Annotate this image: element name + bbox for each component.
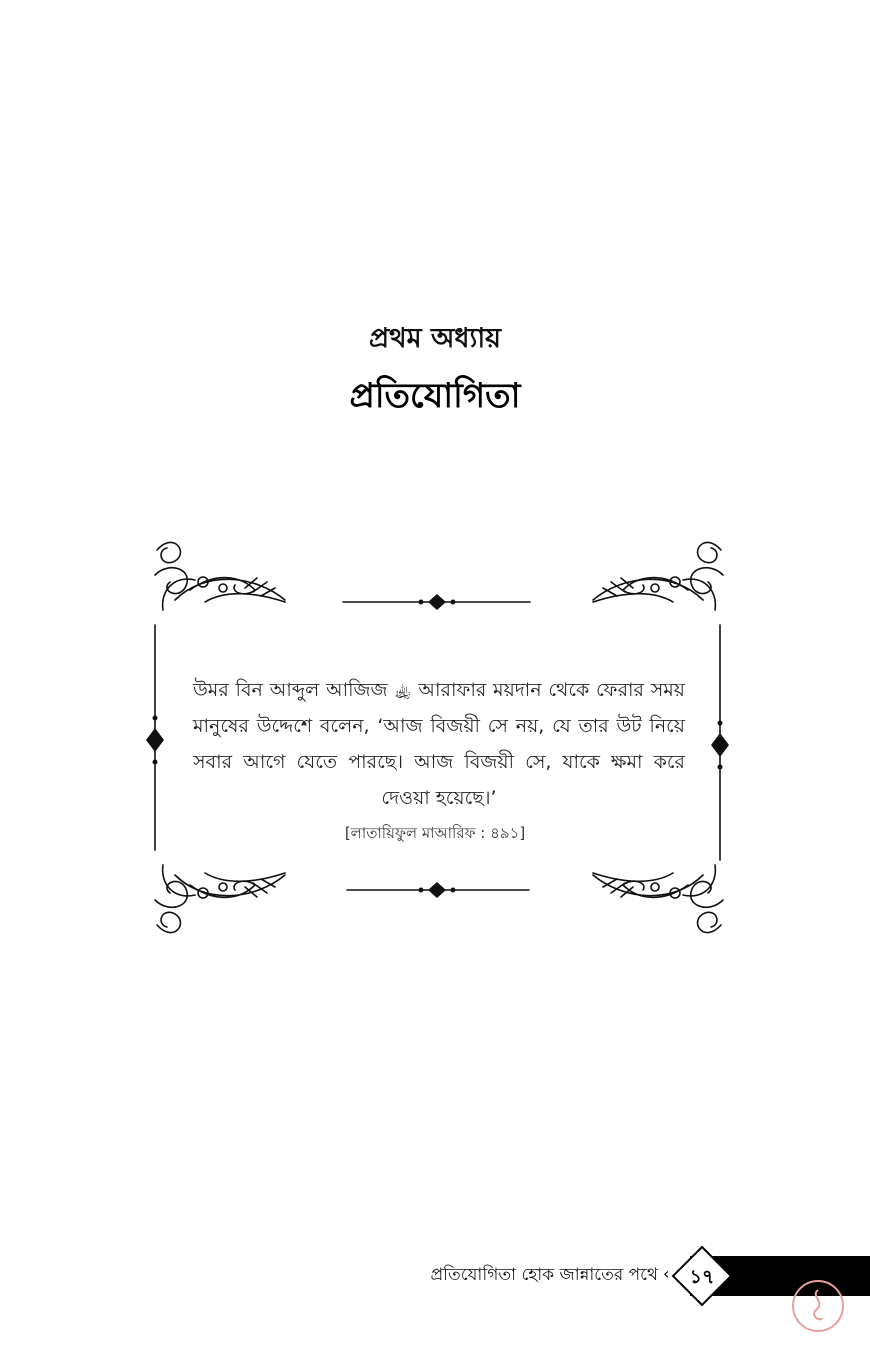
footer-book-title: প্রতিযোগিতা হোক জান্নাতের পথে	[430, 1265, 658, 1285]
chapter-title: প্রতিযোগিতা	[349, 376, 521, 416]
corner-flourish-icon	[155, 542, 285, 610]
chapter-label: প্রথম অধ্যায়	[368, 323, 502, 354]
page-number-badge	[671, 1245, 733, 1307]
quote-citation: [লাতায়িফুল মাআরিফ : ৪৯১]	[344, 824, 526, 842]
arrow-left-icon: ‹	[663, 1264, 670, 1283]
page-number: ১৭	[689, 1266, 715, 1288]
watermark-logo-icon	[790, 1278, 846, 1334]
quote-text: উমর বিন আব্দুল আজিজ ﵀ আরাফার ময়দান থেকে ফেরার সময় মানুষের উদ্দেশে বলেন, ‘আজ বিজয়ী সে নয়, যে তার উট নিয়ে সবার আগে যেতে পারছে। আজ বিজয়ী সে, যাকে ক্ষমা করে দেওয়া হয়েছে।’	[193, 679, 685, 809]
